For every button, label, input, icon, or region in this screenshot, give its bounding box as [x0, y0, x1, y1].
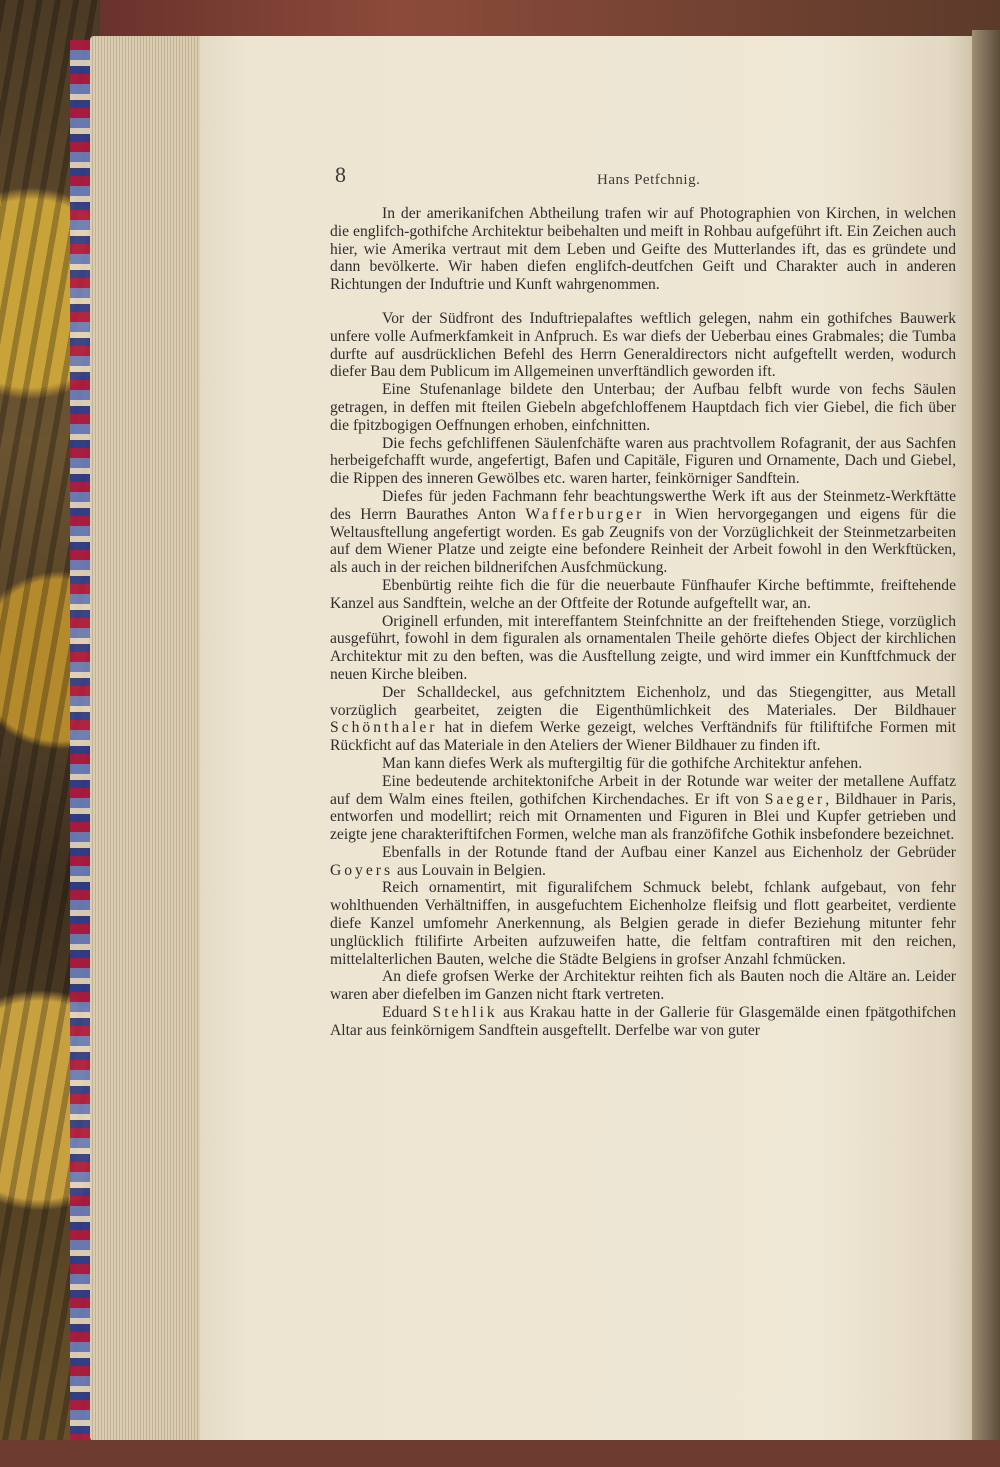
- paragraph: [330, 1004, 956, 1040]
- text-run: in Wien hervorgegangen und eigens für die Weltausftellung angefertigt worden. Es gab Zeugnifs von der Vorzüglichkeit der Steinmetzarbeiten auf dem Wiener Platze und zeigte eine befondere Reinheit der Arbeit fowohl in den Werkftücken, als auch in der reichen bildnerifchen Ausfchmückung.: [330, 505, 956, 577]
- paragraph: [330, 773, 956, 844]
- text-run: Ebenfalls in der Rotunde ftand der Aufbau einer Kanzel aus Eichenholz der Gebrüder: [382, 843, 956, 861]
- running-head: Hans Petfchnig.: [597, 172, 701, 188]
- person-name: Wafferburger: [525, 505, 645, 523]
- paragraph: [330, 844, 956, 880]
- page-header: [335, 162, 935, 194]
- page-edges: [90, 36, 205, 1441]
- text-run: hat in diefem Werke gezeigt, welches Verftändnifs für ftiliftifche Formen mit Rückficht auf das Materiale in den Ateliers der Wiener Bildhauer zu finden ift.: [330, 719, 956, 755]
- book-right-edge: [972, 30, 1000, 1445]
- paragraph: Ebenbürtig reihte fich die für die neuerbaute Fünfhaufer Kirche beftimmte, freiftehende Kanzel aus Sandftein, welche an der Oftfeite der Rotunde aufgeftellt war, an.: [330, 576, 956, 612]
- text-run: Diefes für jeden Fachmann fehr beachtungswerthe Werk ift aus der Steinmetz-Werkftätte des Herrn Baurathes Anton: [330, 487, 956, 523]
- person-name: Saeger: [764, 790, 826, 808]
- paragraph: Eine Stufenanlage bildete den Unterbau; der Aufbau felbft wurde von fechs Säulen getragen, in deffen mit fteilen Giebeln abgefchloffenem Hauptdach fich vier Giebel, die fich über die fpitzbogigen Oeffnungen erhoben, einfchnitten.: [330, 381, 956, 434]
- person-name: Schönthaler: [330, 719, 438, 737]
- book-cover-top: [0, 0, 1000, 40]
- paragraph: Die fechs gefchliffenen Säulenfchäfte waren aus prachtvollem Rofagranit, der aus Sachfen herbeigefchafft wurde, angefertigt, Bafen und Capitäle, Figuren und Ornamente, Dach und Giebel, die Rippen des inneren Gewölbes etc. waren harter, feinkörniger Sandftein.: [330, 434, 956, 488]
- paragraph: Originell erfunden, mit intereffantem Steinfchnitte an der freiftehenden Stiege, vorzüglich ausgeführt, fowohl in dem figuralen als ornamentalen Theile gehörte diefes Object der kirchlichen Architektur mit zu den beften, was die Ausftellung zeigte, und wird immer ein Kunftfchmuck der neuen Kirche bleiben.: [330, 612, 956, 683]
- text-run: Eduard: [382, 1004, 433, 1022]
- paragraph: [330, 488, 956, 577]
- text-run: aus Louvain in Belgien.: [393, 861, 546, 879]
- text-run: Der Schalldeckel, aus gefchnitztem Eichenholz, und das Stiegengitter, aus Metall vorzüglich gearbeitet, zeigten die Eigenthümlichkeit des Materiales. Der Bildhauer: [330, 683, 956, 719]
- paragraph: Vor der Südfront des Induftriepalaftes weftlich gelegen, nahm ein gothifches Bauwerk unfere volle Aufmerkfamkeit in Anfpruch. Es war diefs der Ueberbau eines Grabmales; die Tumba durfte auf ausdrücklichen Befehl des Herrn Generaldirectors nicht aufgeftellt werden, wodurch diefer Bau dem Publicum im Allgemeinen unverftändlich geworden ift.: [330, 309, 956, 381]
- text-run: aus Krakau hatte in der Gallerie für Glasgemälde einen fpätgothifchen Altar aus feinkörnigem Sandftein ausgeftellt. Derfelbe war von guter: [330, 1004, 956, 1039]
- paragraph: Reich ornamentirt, mit figuralifchem Schmuck belebt, fchlank aufgebaut, von fehr wohlthuenden Verhältniffen, in ausgefuchtem Eichenholze fleifsig und flott gearbeitet, verdiente diefe Kanzel umfomehr Anerkennung, als Belgien gerade in diefer Beziehung mitunter fehr unglücklich ftilifirte Arbeiten aufzuweifen hatte, die feltfam contraftiren mit den reichen, mittelalterlichen Bauten, welche die Städte Belgiens in grofser Anzahl fchmücken.: [330, 879, 956, 968]
- paragraph: [330, 684, 956, 755]
- paragraph: Man kann diefes Werk als muftergiltig für die gothifche Architektur anfehen.: [382, 754, 863, 772]
- person-name: Goyers: [330, 861, 394, 879]
- book-cover-bottom: [0, 1440, 1000, 1467]
- person-name: Stehlik: [432, 1004, 498, 1022]
- text-run: Eine bedeutende architektonifche Arbeit in der Rotunde war weiter der metallene Auffatz auf dem Walm eines fteilen, gothifchen Kirchendaches. Er ift von: [330, 772, 956, 808]
- paragraph: An diefe grofsen Werke der Architektur reihten fich als Bauten noch die Altäre an. Leider waren aber diefelben im Ganzen nicht ftark vertreten.: [330, 968, 956, 1004]
- page-number: 8: [335, 162, 346, 187]
- text-run: , Bildhauer in Paris, entworfen und modellirt; reich mit Ornamenten und Figuren in Blei und Kupfer getrieben und zeigte jene charakteriftifchen Formen, welche man als franzöfifche Gothik insbefondere bezeichnet.: [330, 790, 956, 844]
- body-text: [330, 205, 956, 1040]
- paragraph: In der amerikanifchen Abtheilung trafen wir auf Photographien von Kirchen, in welchen die englifch-gothifche Architektur beibehalten und meift in Rohbau aufgeführt ift. Ein Zeichen auch hier, wie Amerika vertraut mit dem Leben und Geifte des Mutterlandes ift, das es gründete und dann bevölkerte. Wir haben diefen englifch-deutfchen Geift und Charakter auch in anderen Richtungen der Induftrie und Kunft wahrgenommen.: [330, 205, 956, 294]
